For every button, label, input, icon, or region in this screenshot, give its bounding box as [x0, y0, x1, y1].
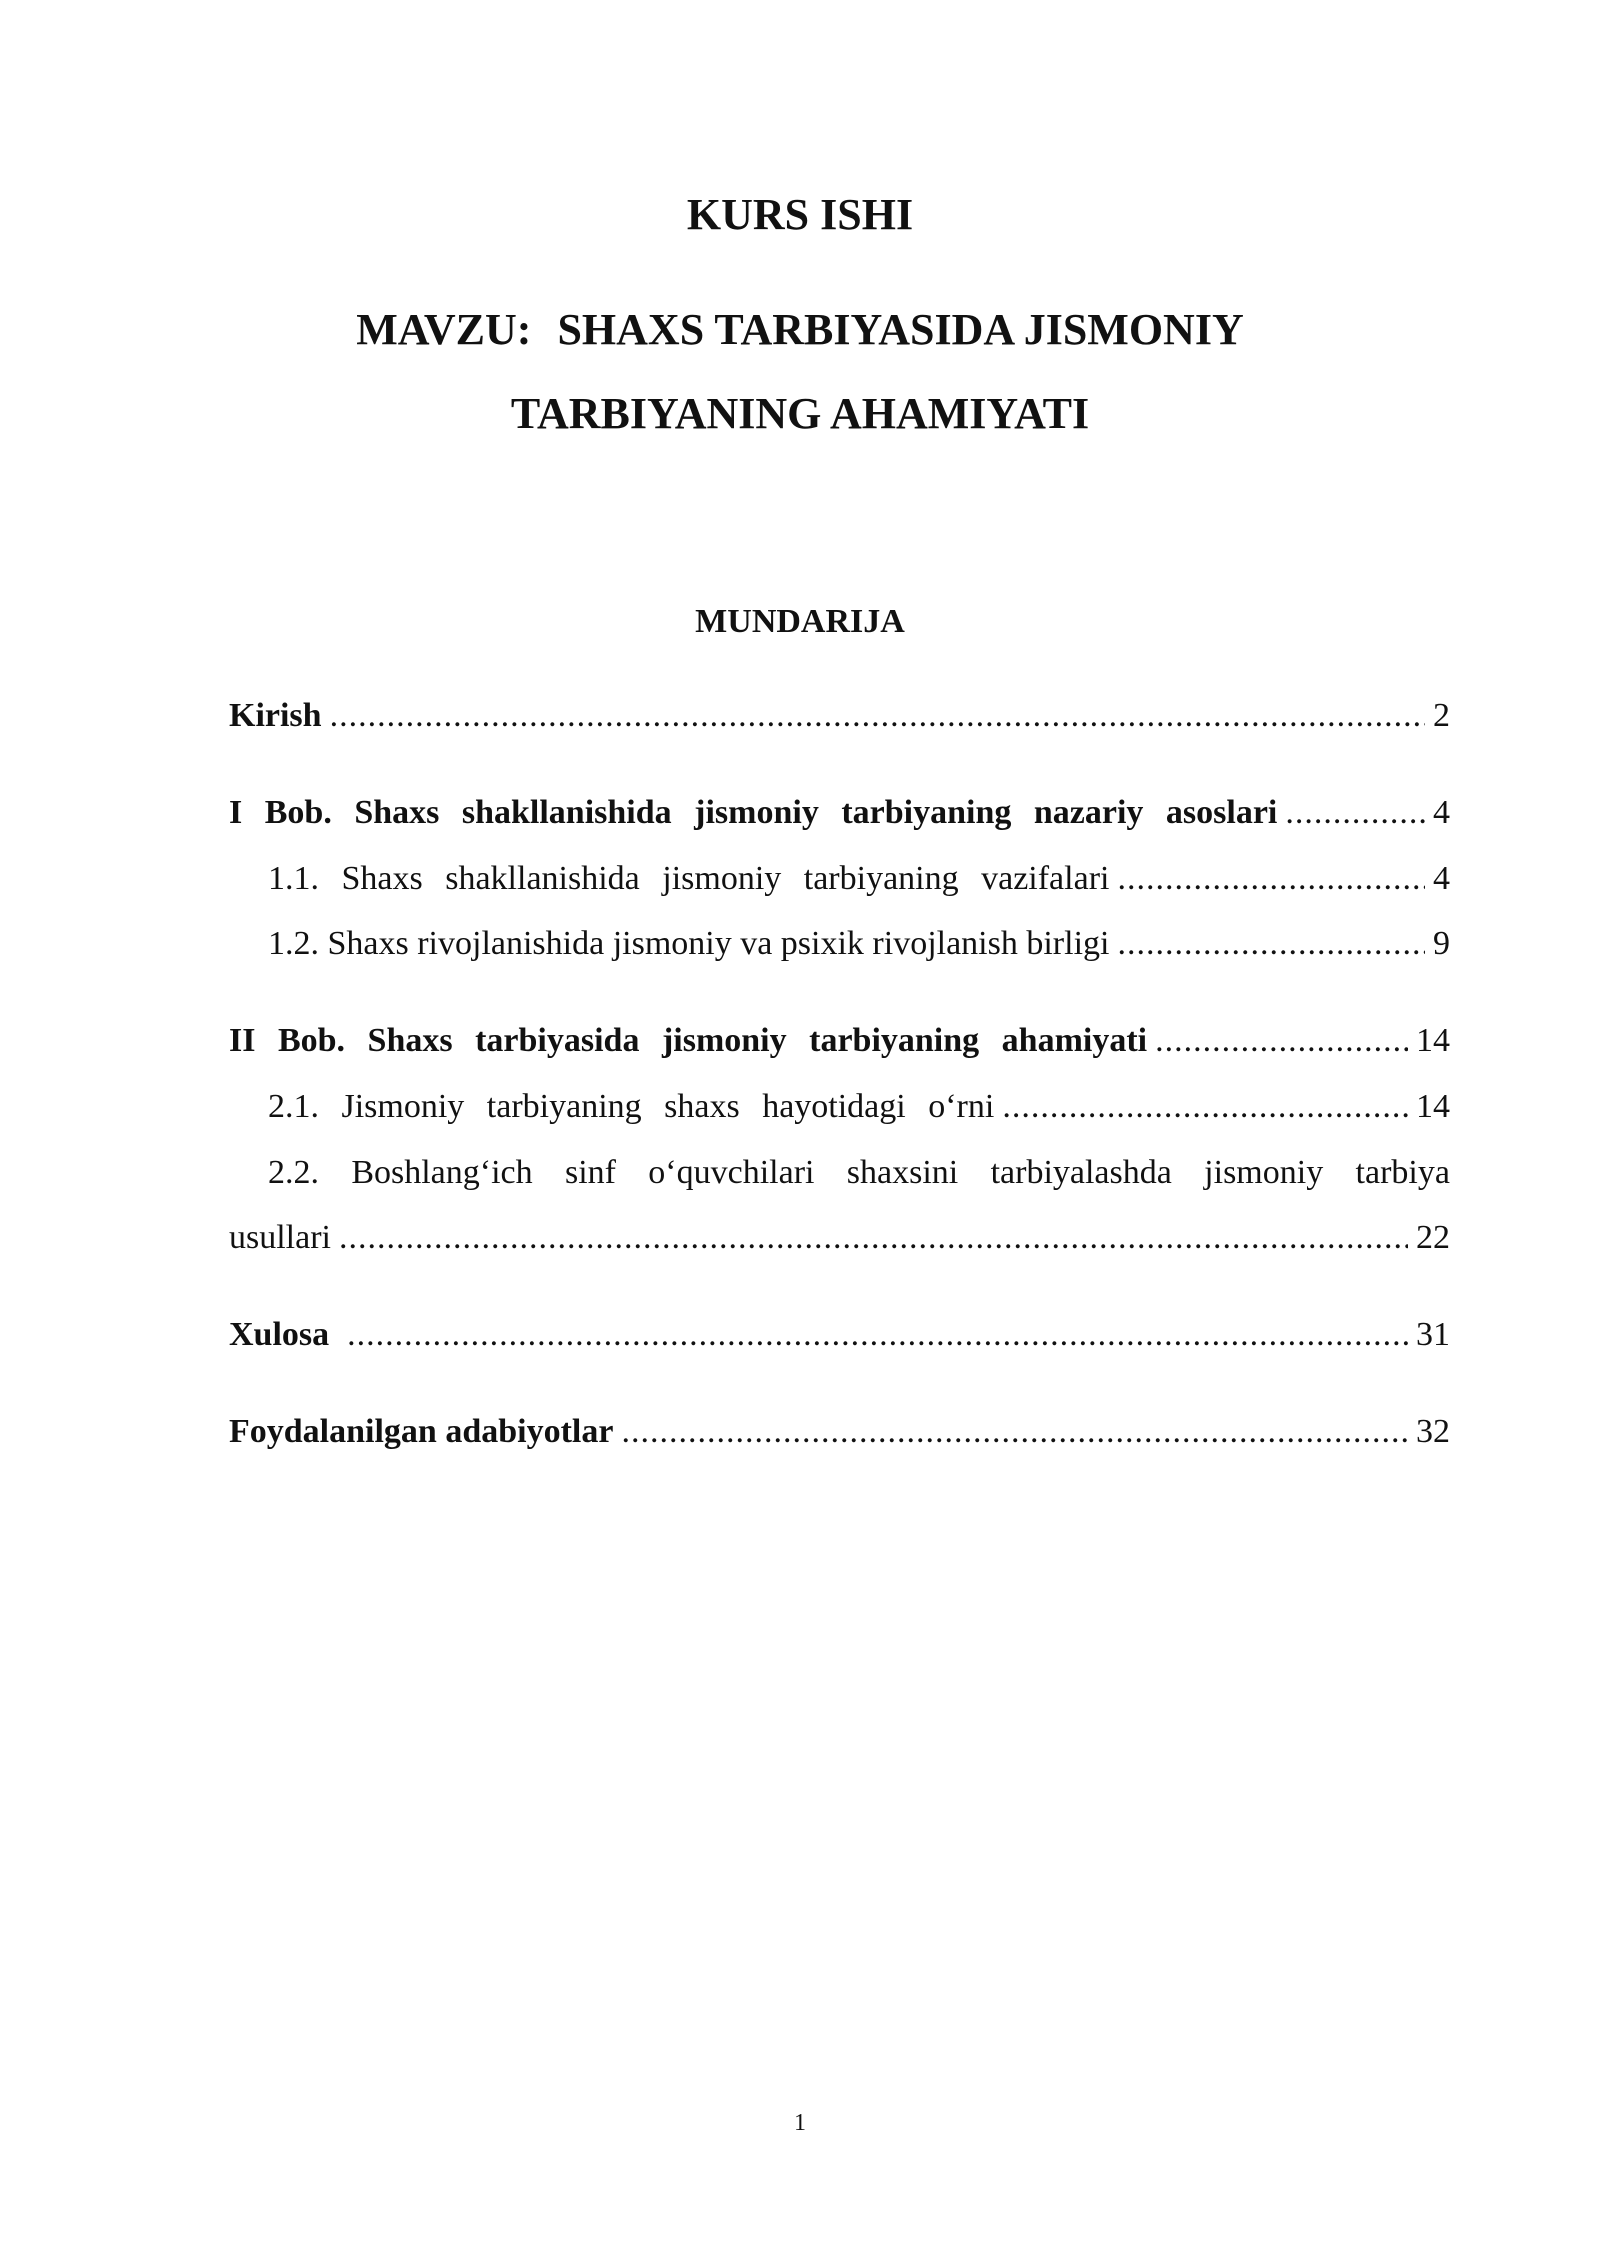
- toc-entry-label: Xulosa: [229, 1316, 330, 1353]
- page-number: 1: [794, 2110, 806, 2136]
- toc-entry-label: Kirish: [229, 697, 322, 734]
- topic-heading-line-2: TARBIYANING AHAMIYATI: [510, 389, 1090, 438]
- toc-entry-page: 2: [1433, 697, 1450, 734]
- toc-word: 2.2.: [268, 1154, 319, 1191]
- toc-entry-page: 4: [1433, 794, 1450, 831]
- toc-leader-dots: [347, 1313, 1408, 1357]
- toc-entry-section-2-2-line-2: [229, 1216, 1450, 1260]
- toc-entry-label: Foydalanilgan adabiyotlar: [229, 1413, 614, 1450]
- toc-entry-section-2-1: [268, 1085, 1450, 1129]
- toc-word: o‘quvchilari: [648, 1154, 815, 1191]
- toc-entry-label: II Bob. Shaxs tarbiyasida jismoniy tarbiyaning ahamiyati: [229, 1022, 1148, 1059]
- toc-entry-page: 32: [1416, 1413, 1450, 1450]
- toc-entry-label: 1.2. Shaxs rivojlanishida jismoniy va psixik rivojlanish birligi: [268, 925, 1110, 962]
- toc-entry-page: 14: [1416, 1088, 1450, 1125]
- toc-entry-xulosa: [229, 1313, 1450, 1357]
- toc-word: shaxsini: [846, 1154, 959, 1191]
- toc-entry-section-1-1: [268, 857, 1450, 901]
- toc-leader-dots: [1285, 791, 1425, 835]
- toc-entry-section-1-2: [268, 922, 1450, 966]
- document-title: KURS ISHI: [686, 190, 914, 239]
- toc-entry-chapter-2: [229, 1019, 1450, 1063]
- toc-leader-dots: [1155, 1019, 1408, 1063]
- topic-text-line-1: SHAXS TARBIYASIDA JISMONIY: [557, 305, 1244, 354]
- toc-word: tarbiyalashda: [990, 1154, 1172, 1191]
- toc-entry-section-2-2-line-1: [268, 1151, 1450, 1195]
- toc-entry-label: usullari: [229, 1219, 331, 1256]
- topic-label: MAVZU:: [356, 305, 532, 354]
- topic-heading-line-1: [0, 302, 1600, 358]
- toc-word: tarbiya: [1355, 1154, 1450, 1191]
- toc-entry-label: I Bob. Shaxs shakllanishida jismoniy tarbiyaning nazariy asoslari: [229, 794, 1278, 831]
- table-of-contents-title: MUNDARIJA: [695, 603, 905, 640]
- toc-entry-label: 1.1. Shaxs shakllanishida jismoniy tarbiyaning vazifalari: [268, 860, 1110, 897]
- toc-leader-dots: [621, 1410, 1408, 1454]
- toc-leader-dots: [1002, 1085, 1408, 1129]
- toc-word: sinf: [564, 1154, 616, 1191]
- toc-leader-dots: [1117, 922, 1425, 966]
- toc-entry-label: 2.1. Jismoniy tarbiyaning shaxs hayotidagi o‘rni: [268, 1088, 995, 1125]
- toc-word: jismoniy: [1204, 1154, 1324, 1191]
- toc-entry-page: 31: [1416, 1316, 1450, 1353]
- toc-entry-adabiyotlar: [229, 1410, 1450, 1454]
- toc-leader-dots: [1117, 857, 1425, 901]
- toc-word: Boshlang‘ich: [351, 1154, 533, 1191]
- toc-entry-page: 14: [1416, 1022, 1450, 1059]
- toc-entry-page: 22: [1416, 1219, 1450, 1256]
- toc-entry-page: 4: [1433, 860, 1450, 897]
- toc-leader-dots: [330, 694, 1425, 738]
- toc-entry-kirish: [229, 694, 1450, 738]
- toc-leader-dots: [339, 1216, 1408, 1260]
- toc-entry-chapter-1: [229, 791, 1450, 835]
- toc-entry-page: 9: [1433, 925, 1450, 962]
